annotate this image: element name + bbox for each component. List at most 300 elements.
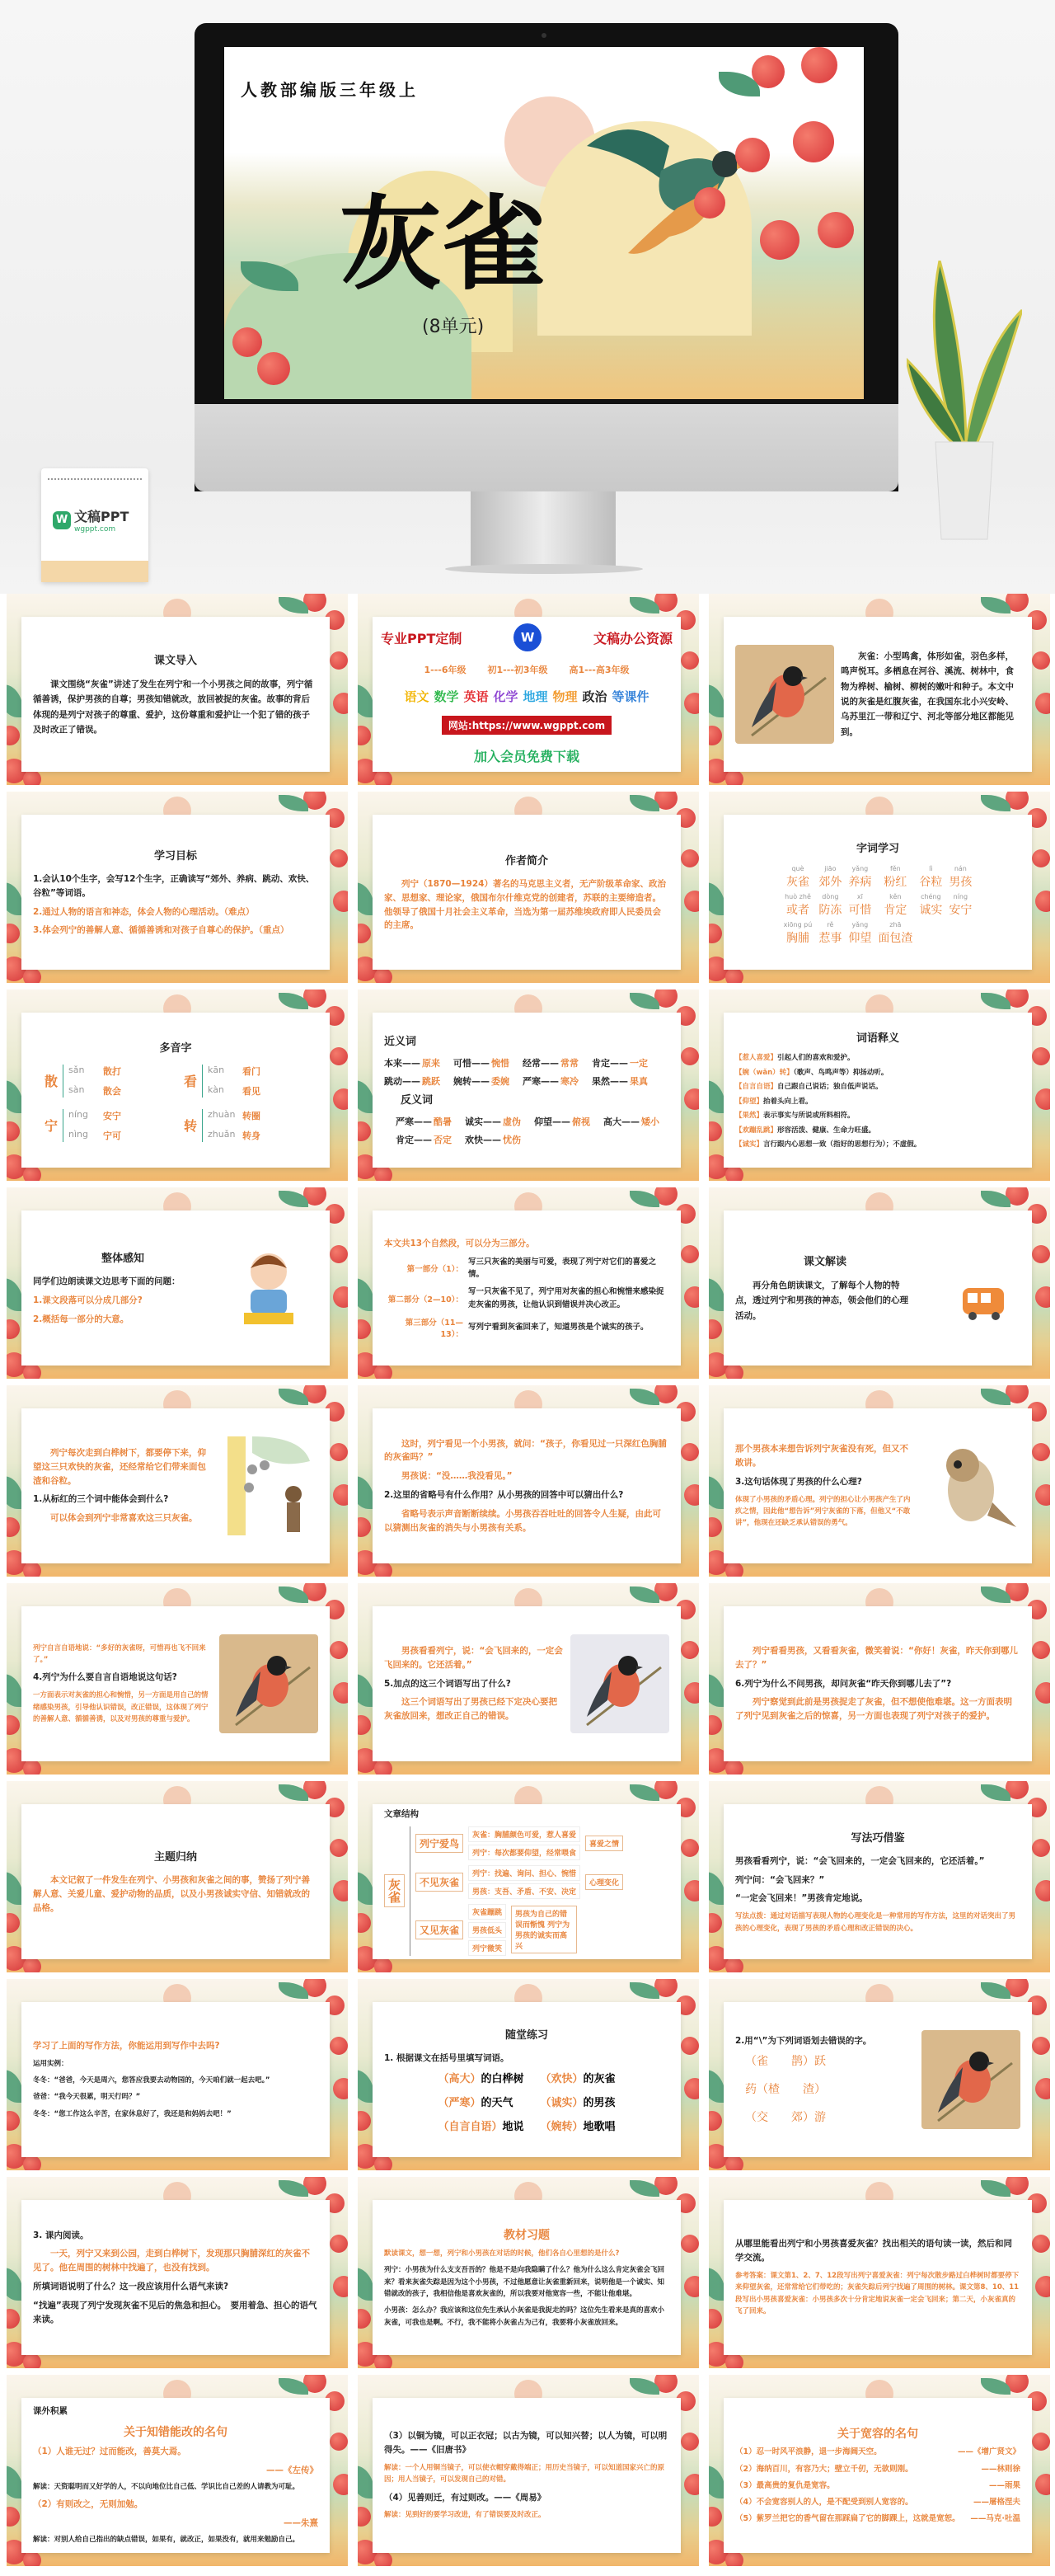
lychee-decoration <box>684 2474 699 2495</box>
quote-source: ——《增广贤文》 <box>957 2447 1020 2457</box>
quote-item <box>735 2513 1020 2525</box>
lychee-decoration <box>23 1958 41 1972</box>
subject-item: 数学 <box>434 689 459 704</box>
lychee-decoration <box>23 2353 41 2368</box>
slide-paragraph: 2.这里的省略号有什么作用？从小男孩的回答中可以猜出什么? <box>384 1490 624 1500</box>
answer-word: 果真 <box>630 1076 648 1087</box>
slide-paragraph: 男孩看看列宁，说：“会飞回来的，一定会飞回来的。它还活着。” <box>384 1646 563 1670</box>
polyphone-brace <box>63 1065 121 1098</box>
leaf-decoration <box>7 882 23 915</box>
section-label: 第一部分（1）： <box>406 1265 463 1275</box>
lychee-decoration <box>7 1715 20 1735</box>
quote-text: （1）忍一时风平浪静，退一步海阔天空。 <box>735 2447 882 2457</box>
slide-thumbnail[interactable] <box>709 2177 1050 2368</box>
slide-paragraph: 4.列宁为什么要自言自语地说这句话? <box>33 1672 177 1683</box>
lychee-decoration <box>684 1682 699 1704</box>
slide-text <box>33 1615 213 1753</box>
lychee-decoration <box>23 770 41 785</box>
polyphone-row <box>68 1109 121 1122</box>
leaf-decoration <box>709 2268 725 2301</box>
slide-paragraph: 2.通过人物的语言和神态，体会人物的心理活动。（难点） <box>33 906 255 917</box>
vocab-word: 仰望 <box>848 931 872 945</box>
monitor-base <box>445 564 643 574</box>
antonym-title: 反义词 <box>401 1094 434 1107</box>
slide-thumbnail[interactable] <box>709 2375 1050 2566</box>
slide-card <box>21 2002 330 2157</box>
slide-paragraph: 列宁每次走到白桦树下，都要停下来，仰望这三只欢快的灰雀，还经常给它们带来面包渣和谷粒。 <box>33 1448 206 1486</box>
vocab-word: 粉红 <box>884 875 907 889</box>
section-summary: 写一只灰雀不见了，列宁用对灰雀的担心和惋惜来感染捉走灰雀的男孩，让他认识到错误并决心改正。 <box>468 1287 664 1309</box>
lychee-decoration <box>23 1760 41 1775</box>
slide-title: 文章结构 <box>384 1809 419 1820</box>
pinyin: kàn <box>208 1084 224 1095</box>
lychee-decoration <box>374 2155 392 2170</box>
slide-paragraph: 课外积累 <box>33 2406 68 2417</box>
word: 婉转—— <box>453 1076 490 1087</box>
lychee-decoration <box>23 2551 41 2566</box>
slide-text <box>384 2208 669 2347</box>
quote-text: （4）不会宽容别人的人，是不配受到别人宽容的。 <box>735 2498 913 2508</box>
definition-item <box>735 1096 1020 1107</box>
lychee-decoration <box>681 1047 699 1065</box>
slide-paragraph: 1.课文段落可以分成几部分? <box>33 1295 143 1306</box>
lychee-decoration <box>709 1517 722 1537</box>
slide-paragraph: 3. 课内阅读。 <box>33 2230 89 2240</box>
pinyin: sǎn <box>68 1064 85 1075</box>
slide-card <box>724 1408 1032 1563</box>
lychee-decoration <box>374 1562 392 1577</box>
slide-thumbnail[interactable] <box>358 1187 699 1379</box>
fill-text: 的天气 <box>481 2097 513 2110</box>
slide-paragraph: 写法点拨：通过对话描写表现人物的心理变化是一种常用的写作方法，这里的对话突出了男孩的心理变化，表现了男孩的矛盾心理和改正错误的决心。 <box>735 1912 1016 1933</box>
lychee-decoration <box>684 1484 699 1506</box>
slide-paragraph: 列宁自言自语地说：“多好的灰雀呀，可惜再也飞不回来了。” <box>33 1643 206 1664</box>
lychee-decoration <box>709 1319 722 1339</box>
lychee-decoration <box>358 1121 371 1141</box>
slide-thumbnail[interactable] <box>709 1781 1050 1972</box>
lychee-decoration <box>681 651 699 670</box>
lychee-decoration <box>684 1880 699 1901</box>
quote-source: ——马克·吐温 <box>970 2514 1020 2524</box>
word: 仰望—— <box>534 1116 570 1127</box>
slide-card <box>724 617 1032 772</box>
slide-thumbnail[interactable] <box>7 2375 348 2566</box>
vocab-word: 防冻 <box>818 903 842 917</box>
slide-title: 课文解读 <box>803 1255 846 1268</box>
leaf-logo-icon: W <box>53 511 71 529</box>
subject-item: 物理 <box>552 689 578 704</box>
definition-text: 自己跟自己说话；独自低声说话。 <box>777 1083 883 1092</box>
lychee-decoration <box>1032 651 1050 670</box>
lychee-decoration <box>681 1443 699 1461</box>
leaf-decoration <box>358 2466 374 2498</box>
word-pair <box>534 1115 600 1128</box>
lychee-decoration <box>684 2276 699 2297</box>
slide-thumbnail[interactable] <box>709 1385 1050 1577</box>
slide-thumbnail[interactable] <box>7 2177 348 2368</box>
polyphone-word: 安宁 <box>103 1110 122 1121</box>
vocab-word: 惹事 <box>818 931 842 945</box>
structure-branch <box>415 1865 623 1899</box>
pinyin: jiāo <box>824 864 837 872</box>
slide-text <box>841 625 1020 764</box>
slide-paragraph: 解读：见到好的要学习改进，有了错误要及时改正。 <box>384 2511 546 2520</box>
slide-card <box>724 815 1032 970</box>
lychee-decoration <box>330 651 348 670</box>
slide-thumbnail[interactable] <box>709 1979 1050 2170</box>
slide-text <box>384 1615 564 1753</box>
lychee-decoration <box>801 47 837 83</box>
fill-text: 地说 <box>502 2121 524 2134</box>
quote-text: （2）海纳百川，有容乃大；壁立千仞，无欲则刚。 <box>735 2464 913 2474</box>
slide-paragraph: 运用实例： <box>33 2059 68 2068</box>
subject-item: 等课件 <box>612 689 649 704</box>
section-row <box>384 1256 669 1281</box>
lychee-decoration <box>7 1517 20 1537</box>
branch-leaf: 男孩：支吾、矛盾、不安、决定 <box>468 1883 580 1899</box>
branch-leaf: 灰雀蹦跳 <box>468 1904 506 1920</box>
slide-thumbnail[interactable] <box>358 1583 699 1775</box>
quote-item <box>735 2480 1020 2492</box>
slide-thumbnail[interactable] <box>7 1385 348 1577</box>
grade-list <box>424 663 629 676</box>
slide-text <box>735 1021 1020 1159</box>
polyphone-char: 散 <box>45 1074 59 1089</box>
section-label: 第三部分（11—13）： <box>405 1318 463 1339</box>
slide-paragraph: 解读：天资聪明而又好学的人，不以向地位比自己低、学识比自己差的人请教为可耻。 <box>33 2482 300 2491</box>
word-pair <box>603 1115 669 1128</box>
slide-card <box>724 1013 1032 1168</box>
slide-card <box>724 1210 1032 1366</box>
slide-paragraph: 默读课文，想一想，列宁和小男孩在对话的时候，他们各自心里想的是什么? <box>384 2249 620 2258</box>
website-url[interactable]: https://www.wgppt.com <box>471 720 606 732</box>
leaf-decoration <box>358 1476 374 1509</box>
section-summary: 写列宁看到灰雀回来了，知道男孩是个诚实的孩子。 <box>468 1323 649 1333</box>
slide-text <box>735 1219 915 1357</box>
definition-text: 言行跟内心思想一致（指好的思想行为）；不虚假。 <box>763 1140 921 1149</box>
vocab-item <box>919 893 942 918</box>
answer-word: 委婉 <box>491 1076 509 1087</box>
lychee-decoration <box>1035 1880 1050 1901</box>
lychee-decoration <box>358 1517 371 1537</box>
slide-thumbnail[interactable] <box>7 1187 348 1379</box>
leaf-decoration <box>7 684 23 717</box>
slide-thumbnail[interactable] <box>7 1583 348 1775</box>
vocab-word: 安宁 <box>949 903 973 917</box>
polyphone-word: 看门 <box>242 1065 261 1077</box>
synonym-pairs <box>384 1056 669 1088</box>
polyphone-row <box>208 1065 260 1078</box>
slide-paragraph: “一定会飞回来！”男孩肯定地说。 <box>735 1893 868 1904</box>
leaf-decoration <box>709 1476 725 1509</box>
slide-thumbnail[interactable] <box>709 1583 1050 1775</box>
vocab-word: 灰雀 <box>785 875 809 889</box>
join-member-link[interactable]: 加入会员免费下载 <box>473 749 579 764</box>
slide-paragraph: 列宁：小男孩为什么支支吾吾的？他是不是向我隐瞒了什么？他为什么这么肯定灰雀会飞回来？看来灰雀失踪是因为这个小男孩，不过他愿意让灰雀重新回来，说明他是一个诚实、知错就改的孩子，我相信他是喜欢灰雀的，所以我要对他宽容一些，不能让他难堪。 <box>384 2266 665 2298</box>
structure-branch <box>415 1904 623 1956</box>
vocab-word: 可惜 <box>848 903 872 917</box>
word-pair <box>396 1133 462 1146</box>
slide-text <box>735 1812 1020 1951</box>
slide-paragraph: 这三个词语写出了男孩已经下定决心要把灰雀放回来，想改正自己的错误。 <box>384 1697 557 1722</box>
pinyin: zhuǎn <box>208 1128 236 1140</box>
lychee-decoration <box>725 2155 743 2170</box>
slide-thumbnail[interactable] <box>358 1781 699 1972</box>
lychee-decoration <box>23 1166 41 1181</box>
leaf-decoration <box>709 2070 725 2103</box>
branch-name: 列宁爱鸟 <box>415 1834 463 1853</box>
slide-paragraph: 3.体会列宁的善解人意、循循善诱和对孩子自尊心的保护。（重点） <box>33 925 289 936</box>
fill-text: 的灰雀 <box>583 2073 616 2086</box>
lychee-decoration <box>684 891 699 912</box>
slide-text <box>735 2010 915 2149</box>
branch-name: 不见灰雀 <box>415 1873 463 1892</box>
word: 肯定—— <box>396 1134 432 1145</box>
pinyin: xī <box>856 892 863 900</box>
lychee-decoration <box>709 924 722 943</box>
definition-text: 抬着头向上看。 <box>763 1097 813 1106</box>
slide-paragraph: 列宁问：“会飞回来？” <box>735 1874 825 1885</box>
lychee-decoration <box>330 1839 348 1857</box>
slide-paragraph: 这时，列宁看见一个小男孩，就问：“孩子，你看见过一只深红色胸脯的灰雀吗？” <box>384 1438 667 1463</box>
brand-name: 文稿PPT <box>74 509 129 524</box>
slide-text <box>384 823 669 961</box>
slide-paragraph: 从哪里能看出列宁和小男孩喜爱灰雀？找出相关的语句读一读，然后和同学交流。 <box>735 2239 1012 2263</box>
slide-thumbnail[interactable] <box>7 1781 348 1972</box>
word: 诚实—— <box>465 1116 501 1127</box>
lychee-decoration <box>725 1958 743 1972</box>
slide-thumbnail[interactable] <box>709 792 1050 983</box>
slide-thumbnail[interactable] <box>709 1187 1050 1379</box>
polyphone-word: 转身 <box>242 1130 261 1141</box>
slide-card <box>724 1804 1032 1959</box>
cover-slide[interactable] <box>224 47 864 399</box>
slide-card <box>724 2200 1032 2355</box>
lychee-decoration <box>7 924 20 943</box>
slide-paragraph: 课文围绕“灰雀”讲述了发生在列宁和一个小男孩之间的故事，列宁循循善诱，保护男孩的自尊；男孩知错就改，放回被捉的灰雀。故事的背后体现的是列宁对孩子的尊重、爱护，这份尊重和爱护让一个犯了错的孩子及时改正了错误。 <box>33 679 313 735</box>
lychee-decoration <box>330 849 348 867</box>
vocab-word: 谷粒 <box>919 875 943 889</box>
slide-thumbnail[interactable] <box>358 1385 699 1577</box>
lychee-decoration <box>1035 2078 1050 2099</box>
word-pair <box>523 1056 588 1069</box>
definition-term: 【欢蹦乱跳】 <box>735 1126 778 1135</box>
lychee-decoration <box>725 1364 743 1379</box>
lychee-decoration <box>7 1319 20 1339</box>
vocab-item <box>848 893 871 918</box>
slide-thumbnail[interactable] <box>358 792 699 983</box>
vocab-item <box>949 865 972 890</box>
subject-item: 地理 <box>523 689 548 704</box>
slide-card <box>21 2398 330 2553</box>
slide-text <box>735 2406 1020 2545</box>
lychee-decoration <box>374 2353 392 2368</box>
pinyin: yǎng <box>851 864 869 872</box>
lychee-decoration <box>23 968 41 983</box>
slide-paragraph: 体现了小男孩的矛盾心理。列宁的担心让小男孩产生了内疚之情，因此他“想告诉”列宁灰雀的下落，但他又“不敢讲”，他现在还缺乏承认错误的勇气。 <box>735 1495 911 1528</box>
definition-text: 表示事实与所说或所料相符。 <box>763 1112 855 1121</box>
website-link[interactable] <box>442 716 612 735</box>
lychee-decoration <box>709 2507 722 2527</box>
lychee-decoration <box>709 1715 722 1735</box>
exercise-question: 1. 根据课文在括号里填写词语。 <box>384 2052 509 2063</box>
polyphone-word: 看见 <box>242 1085 261 1097</box>
branch-leaf: 列宁：找遍、询问、担心、惋惜 <box>468 1865 580 1881</box>
plant-illustration <box>907 261 1022 541</box>
ad-right-title: 文稿办公资源 <box>593 630 673 646</box>
subject-item: 政治 <box>582 689 607 704</box>
section-summary: 写三只灰雀的美丽与可爱，表现了列宁对它们的喜爱之情。 <box>468 1257 657 1280</box>
definition-term: 【婉（wǎn）转】 <box>735 1068 794 1077</box>
lychee-decoration <box>330 1443 348 1461</box>
lychee-decoration <box>1035 2276 1050 2297</box>
bird-illustration <box>579 113 768 261</box>
slide-text <box>735 1417 915 1555</box>
slide-text <box>735 1615 1020 1753</box>
slide-text <box>384 2406 669 2545</box>
vocab-item <box>878 893 912 918</box>
lychee-decoration <box>681 2433 699 2451</box>
fill-text: 地歌唱 <box>583 2121 616 2134</box>
calendar-stand <box>41 561 148 582</box>
monitor-stand <box>471 491 616 569</box>
leaf-decoration <box>7 2070 23 2103</box>
definition-text: 形容活泼、健康、生命力旺盛。 <box>777 1126 876 1135</box>
fill-answer: （严寒） <box>438 2097 481 2110</box>
slide-paragraph: 男孩说：“没……我没看见。” <box>401 1471 513 1482</box>
slide-paragraph: 所填词语说明了什么？这一段应该用什么语气来读? <box>33 2282 229 2292</box>
vocab-word: 养病 <box>848 875 872 889</box>
slide-thumbnail[interactable] <box>358 594 699 785</box>
leaf-decoration <box>7 2466 23 2498</box>
lychee-decoration <box>1032 849 1050 867</box>
slide-thumbnail[interactable] <box>709 594 1050 785</box>
polyphone-group <box>184 1065 307 1098</box>
leaf-decoration <box>358 1674 374 1707</box>
slide-text <box>33 2010 318 2149</box>
slide-text <box>33 823 318 961</box>
lychee-decoration <box>681 849 699 867</box>
answer-word: 忧伤 <box>503 1134 521 1145</box>
lychee-decoration <box>709 726 722 745</box>
slide-card <box>373 617 681 772</box>
lychee-decoration <box>257 352 290 385</box>
polyphone-row <box>68 1129 121 1142</box>
slide-title: 课文导入 <box>153 654 197 667</box>
vocab-word: 或者 <box>785 903 809 917</box>
slide-paragraph: 再分角色朗读课文，了解每个人物的特点，透过列宁和男孩的神态，领会他们的心理活动。 <box>735 1280 908 1321</box>
cross-out-item: 药（楂 渣） <box>745 2083 826 2097</box>
leaf-decoration <box>7 1872 23 1905</box>
company-logo-icon: W <box>513 623 542 651</box>
lychee-decoration <box>709 2111 722 2131</box>
word-pair <box>465 1133 531 1146</box>
polyphone-brace <box>202 1109 260 1142</box>
word-pair <box>453 1056 519 1069</box>
leaf-decoration <box>358 1080 374 1113</box>
slide-thumbnail[interactable] <box>709 990 1050 1181</box>
polyphone-group <box>184 1109 307 1142</box>
lesson-title: 灰雀 <box>340 186 548 304</box>
subject-item: 英语 <box>463 689 489 704</box>
camera-dot <box>542 33 546 38</box>
vocab-item <box>818 865 842 890</box>
grade-item: 初1---初3年级 <box>487 664 548 675</box>
slide-text <box>384 1417 669 1555</box>
fill-answer: （高大） <box>438 2073 481 2086</box>
leaf-decoration <box>358 1278 374 1311</box>
answer-word: 矮小 <box>641 1116 659 1127</box>
slide-paragraph: 解读：对别人给自己指出的缺点错误，如果有，就改正，如果没有，就用来勉励自己。 <box>33 2536 300 2545</box>
lychee-decoration <box>1035 1484 1050 1506</box>
pinyin: zhā <box>889 920 902 928</box>
lychee-decoration <box>725 2353 743 2368</box>
answer-word: 否定 <box>434 1134 452 1145</box>
polyphone-char: 宁 <box>45 1118 59 1134</box>
leaf-decoration <box>358 882 374 915</box>
slide-paragraph: （1）人谁无过？过而能改，善莫大焉。 <box>33 2447 186 2457</box>
slide-card <box>21 2200 330 2355</box>
hero-mockup <box>0 0 1055 594</box>
lychee-decoration <box>374 1166 392 1181</box>
slide-text <box>33 2406 318 2545</box>
slide-thumbnail[interactable] <box>7 792 348 983</box>
definition-item <box>735 1125 1020 1136</box>
brand-logo <box>53 506 129 534</box>
lychee-decoration <box>681 1245 699 1263</box>
slide-paragraph: 本文记叙了一件发生在列宁、小男孩和灰雀之间的事，赞扬了列宁善解人意、关爱儿童、爱护动物的品质，以及小男孩诚实守信、知错就改的品格。 <box>33 1875 310 1913</box>
leaf-decoration <box>709 1080 725 1113</box>
lychee-decoration <box>374 2551 392 2566</box>
leaf-decoration <box>709 1278 725 1311</box>
slide-card <box>373 2200 681 2355</box>
structure-root: 灰雀 <box>384 1874 405 1907</box>
word-pair <box>465 1115 531 1128</box>
lychee-decoration <box>681 2037 699 2055</box>
slide-card <box>373 1408 681 1563</box>
slide-thumbnail[interactable] <box>358 990 699 1181</box>
fill-item <box>438 2070 523 2085</box>
subject-item: 语文 <box>404 689 429 704</box>
definition-term: 【惹人喜爱】 <box>735 1054 778 1063</box>
slide-title: 写法巧借鉴 <box>851 1831 905 1845</box>
lychee-decoration <box>374 1958 392 1972</box>
slide-paragraph: 男孩看看列宁，说：“会飞回来的，一定会飞回来的，它还活着。” <box>735 1855 985 1866</box>
lychee-decoration <box>684 1286 699 1308</box>
slide-paragraph: 冬冬：“您工作这么辛苦，在家休息好了，我还是和妈妈去吧！” <box>33 2109 232 2118</box>
slide-thumbnail[interactable] <box>358 1979 699 2170</box>
slide-thumbnail[interactable] <box>7 594 348 785</box>
quote-source: ——屠格涅夫 <box>973 2498 1020 2508</box>
lychee-decoration <box>1032 1641 1050 1659</box>
fill-item <box>541 2094 616 2109</box>
definition-term: 【仰望】 <box>735 1097 764 1106</box>
slide-thumbnail[interactable] <box>7 990 348 1181</box>
word-pair <box>453 1074 519 1088</box>
slide-thumbnail[interactable] <box>7 1979 348 2170</box>
vocab-word: 男孩 <box>949 875 973 889</box>
slide-card <box>373 2002 681 2157</box>
bus-image <box>921 1239 1020 1337</box>
slide-thumbnail[interactable] <box>358 2375 699 2566</box>
polyphone-row <box>68 1084 121 1098</box>
slide-text <box>33 1812 318 1951</box>
slide-thumbnail[interactable] <box>358 2177 699 2368</box>
lychee-decoration <box>333 693 348 714</box>
word: 可惜—— <box>453 1058 490 1069</box>
grade-label: 人教部编版三年级上 <box>241 80 419 100</box>
polyphone-brace <box>63 1109 121 1142</box>
